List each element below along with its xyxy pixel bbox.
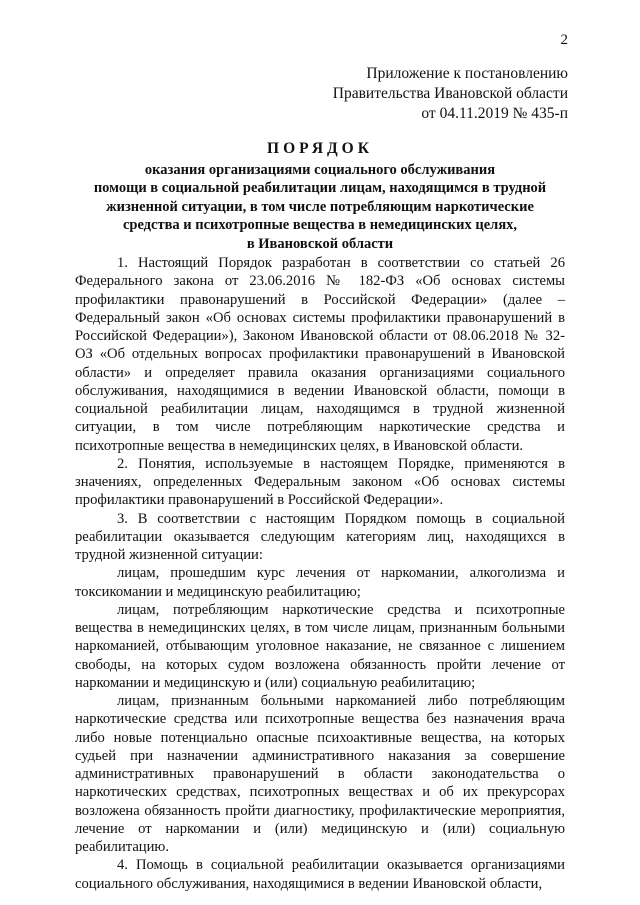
paragraph-3: 3. В соответствии с настоящим Порядком помощь в социальной реабилитации оказывается следующим категориям лиц, находящихся в трудной жизненной ситуации: bbox=[75, 510, 565, 563]
title-line-3: жизненной ситуации, в том числе потребляющим наркотические bbox=[106, 198, 534, 215]
document-title bbox=[75, 140, 565, 254]
paragraph-5: лицам, потребляющим наркотические средства и психотропные вещества в немедицинских целях, в том числе лицам, признанным больными наркоманией, отбывающим уголовное наказание, не связанное с лишением свободы, на которых судом возложена обязанность пройти лечение от наркомании и медицинскую и (или) социальную реабилитацию; bbox=[75, 601, 565, 691]
appendix-line-3: от 04.11.2019 № 435-п bbox=[421, 105, 568, 122]
title-line-5: в Ивановской области bbox=[246, 235, 394, 252]
title-line-2: помощи в социальной реабилитации лицам, находящимся в трудной bbox=[93, 180, 547, 197]
page-number: 2 bbox=[560, 32, 568, 48]
appendix-line-2: Правительства Ивановской области bbox=[332, 85, 568, 102]
title-main: ПОРЯДОК bbox=[267, 140, 373, 157]
title-line-4: средства и психотропные вещества в немедицинских целях, bbox=[122, 217, 518, 234]
title-line-1: оказания организациями социального обслуживания bbox=[144, 161, 496, 178]
appendix-line-1: Приложение к постановлению bbox=[366, 65, 568, 82]
document-body bbox=[75, 254, 565, 893]
paragraph-4: лицам, прошедшим курс лечения от наркомании, алкоголизма и токсикомании и медицинскую реабилитацию; bbox=[75, 565, 565, 600]
paragraph-2: 2. Понятия, используемые в настоящем Порядке, применяются в значениях, определенных Федеральным законом «Об основах системы профилактики правонарушений в Российской Федерации». bbox=[75, 455, 565, 509]
paragraph-1: 1. Настоящий Порядок разработан в соответствии со статьей 26 Федерального закона от 23.06.2016 № 182-ФЗ «Об основах системы профилактики правонарушений в Российской Федерации» (далее – Федеральный закон «Об основах системы профилактики правонарушений в Российской Федерации»), Законом Ивановской области от 08.06.2018 № 32-ОЗ «Об отдельных вопросах профилактики правонарушений в Ивановской области» и определяет правила оказания организациями социального обслуживания, находящимися в ведении Ивановской области, помощи в социальной реабилитации лицам, находящимся в трудной жизненной ситуации, в том числе потребляющим наркотические средства и психотропные вещества в немедицинских целях, в Ивановской области. bbox=[75, 255, 565, 454]
paragraph-7: 4. Помощь в социальной реабилитации оказывается организациями социального обслуживания, находящимися в ведении Ивановской области, bbox=[75, 857, 565, 892]
paragraph-6: лицам, признанным больными наркоманией либо потребляющим наркотические средства или психотропные вещества без назначения врача либо новые потенциально опасные психоактивные вещества, на которых судьей при назначении административного наказания за совершение административных правонарушений в области законодательства о наркотических средствах, психотропных веществах и об их прекурсорах возложена обязанность пройти диагностику, профилактические мероприятия, лечение от наркомании и (или) медицинскую и (или) социальную реабилитацию. bbox=[75, 693, 565, 855]
appendix-note bbox=[333, 64, 568, 124]
